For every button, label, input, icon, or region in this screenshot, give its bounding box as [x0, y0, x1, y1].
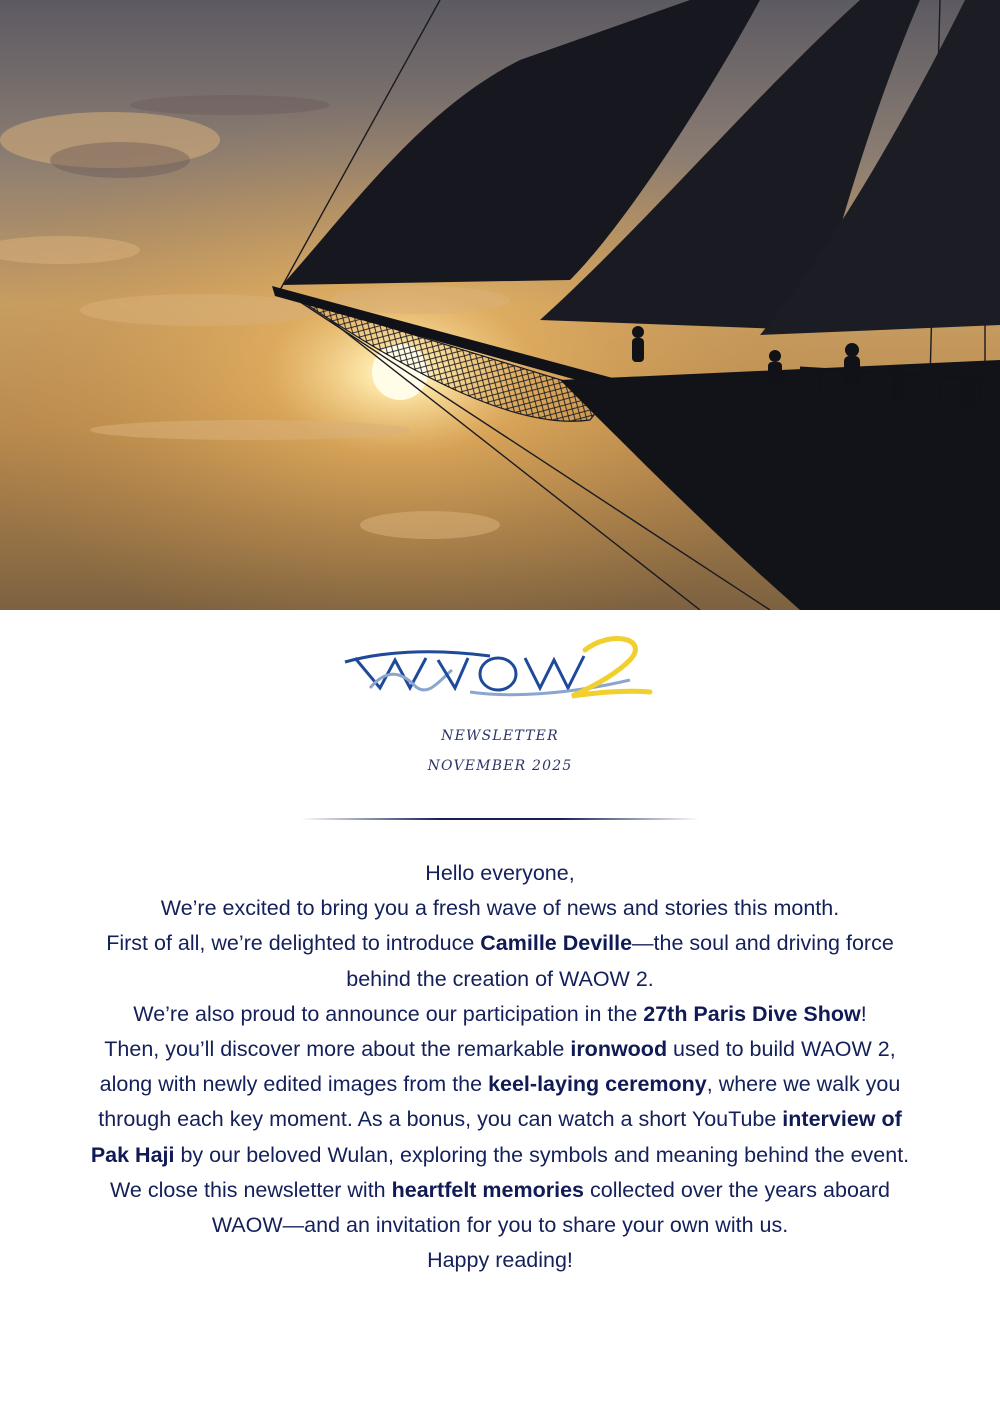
intro-paragraph-memories: [80, 1173, 920, 1243]
intro-text: We close this newsletter with: [110, 1177, 392, 1202]
hero-image: [0, 0, 1000, 610]
intro-paragraph-camille: [80, 926, 920, 996]
intro-text: used to build WAOW 2, along with newly edited images from the: [99, 1037, 896, 1097]
newsletter-intro: [80, 856, 920, 1278]
highlight-camille-deville: Camille Deville: [480, 931, 633, 956]
sailing-ship-sunset-illustration: [0, 0, 1000, 610]
logo-text: [340, 630, 660, 710]
newsletter-label: NEWSLETTER: [441, 728, 559, 744]
section-divider: [300, 818, 700, 820]
intro-paragraph-ironwood: [80, 1032, 920, 1173]
intro-text: First of all, we’re delighted to introduce: [106, 931, 481, 956]
intro-paragraph-dive-show: [80, 997, 920, 1032]
intro-text: We’re also proud to announce our participation in the: [133, 1001, 644, 1026]
intro-text: —the soul and driving force behind the creation of WAOW 2.: [346, 931, 894, 991]
intro-text: !: [860, 1001, 867, 1026]
waow2-logo: [340, 630, 660, 710]
greeting: Hello everyone,: [425, 861, 575, 885]
highlight-ironwood: ironwood: [570, 1037, 668, 1062]
closing: Happy reading!: [427, 1248, 573, 1273]
intro-text: , where we walk you through each key moment. As a bonus, you can watch a short YouTube: [98, 1072, 901, 1132]
highlight-interview: interview of Pak Haji: [90, 1107, 902, 1167]
highlight-paris-dive-show: 27th Paris Dive Show: [643, 1001, 861, 1026]
newsletter-date: NOVEMBER 2025: [427, 758, 573, 774]
highlight-keel-laying: keel-laying ceremony: [488, 1072, 707, 1097]
highlight-heartfelt-memories: heartfelt memories: [391, 1177, 585, 1202]
intro-text: Then, you’ll discover more about the remarkable: [104, 1037, 571, 1062]
intro-text: by our beloved Wulan, exploring the symbols and meaning behind the event.: [174, 1142, 910, 1167]
intro-text: collected over the years aboard WAOW—and an invitation for you to share your own with us.: [211, 1177, 890, 1238]
intro-line: We’re excited to bring you a fresh wave of news and stories this month.: [160, 896, 840, 921]
